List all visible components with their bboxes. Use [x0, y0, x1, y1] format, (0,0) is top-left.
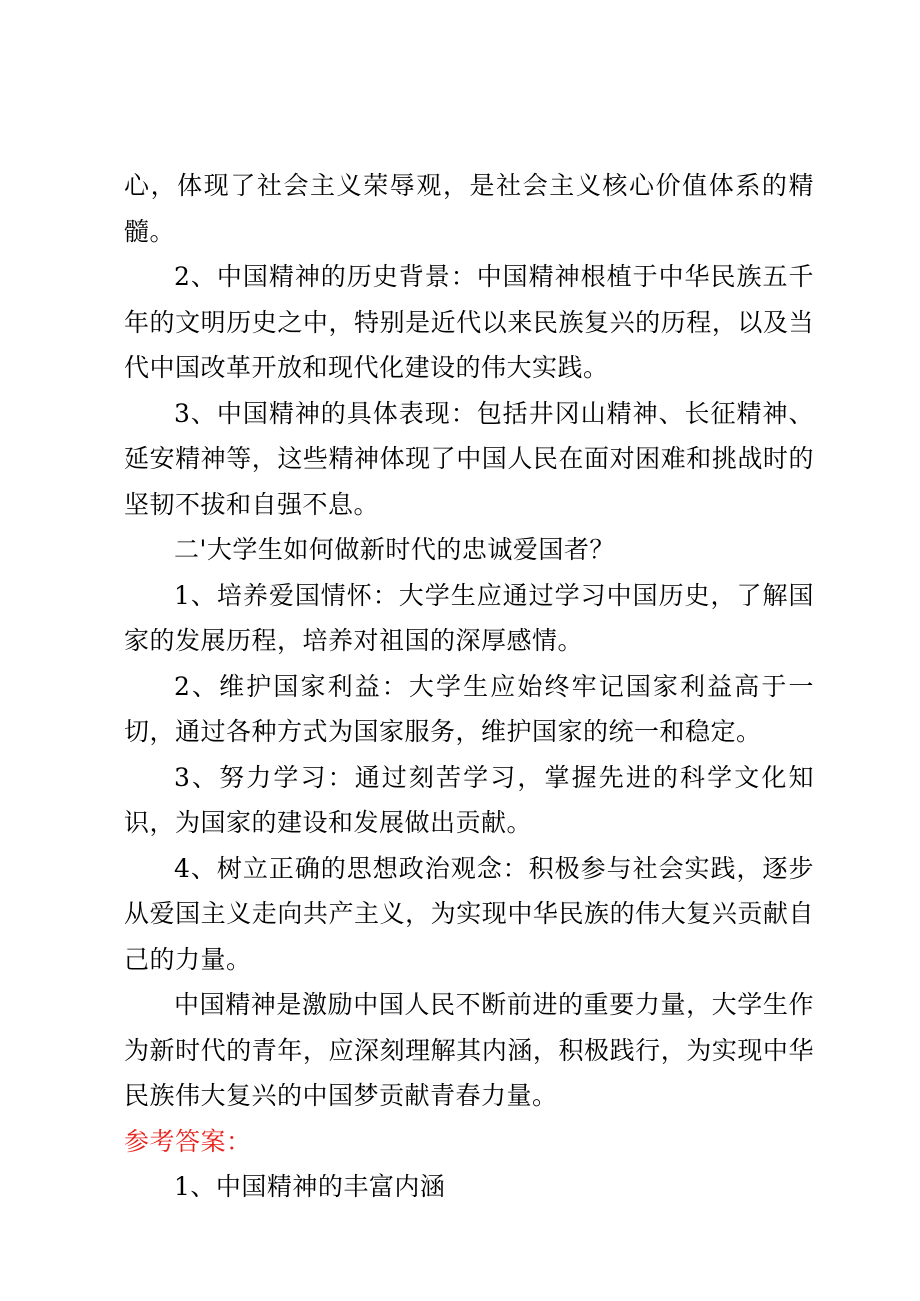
paragraph-study-hard: 3、努力学习：通过刻苦学习，掌握先进的科学文化知识，为国家的建设和发展做出贡献。: [124, 762, 814, 837]
paragraph-national-interest: 2、维护国家利益：大学生应始终牢记国家利益高于一切，通过各种方式为国家服务，维护国家的统一和稳定。: [124, 671, 814, 746]
paragraph-conclusion: 中国精神是激励中国人民不断前进的重要力量，大学生作为新时代的青年，应深刻理解其内涵，积极践行，为实现中华民族伟大复兴的中国梦贡献青春力量。: [124, 990, 814, 1110]
paragraph-patriotic-sentiment: 1、培养爱国情怀：大学生应通过学习中国历史，了解国家的发展历程，培养对祖国的深厚感情。: [124, 580, 814, 655]
section-heading-patriot: 二'大学生如何做新时代的忠诚爱国者？: [174, 535, 615, 564]
paragraph-continuation: 心，体现了社会主义荣辱观，是社会主义核心价值体系的精髓。: [124, 171, 814, 246]
paragraph-historical-background: 2、中国精神的历史背景：中国精神根植于中华民族五千年的文明历史之中，特别是近代以来民族复兴的历程，以及当代中国改革开放和现代化建设的伟大实践。: [124, 262, 814, 382]
paragraph-concrete-manifestations: 3、中国精神的具体表现：包括井冈山精神、长征精神、延安精神等，这些精神体现了中国人民在面对困难和挑战时的坚韧不拔和自强不息。: [124, 398, 814, 519]
document-body: [124, 163, 814, 1210]
paragraph-political-views: 4、树立正确的思想政治观念：积极参与社会实践，逐步从爱国主义走向共产主义，为实现中华民族的伟大复兴贡献自己的力量。: [124, 853, 814, 974]
answer-heading: 参考答案：: [124, 1126, 252, 1156]
answer-item: 1、中国精神的丰富内涵: [174, 1172, 446, 1201]
